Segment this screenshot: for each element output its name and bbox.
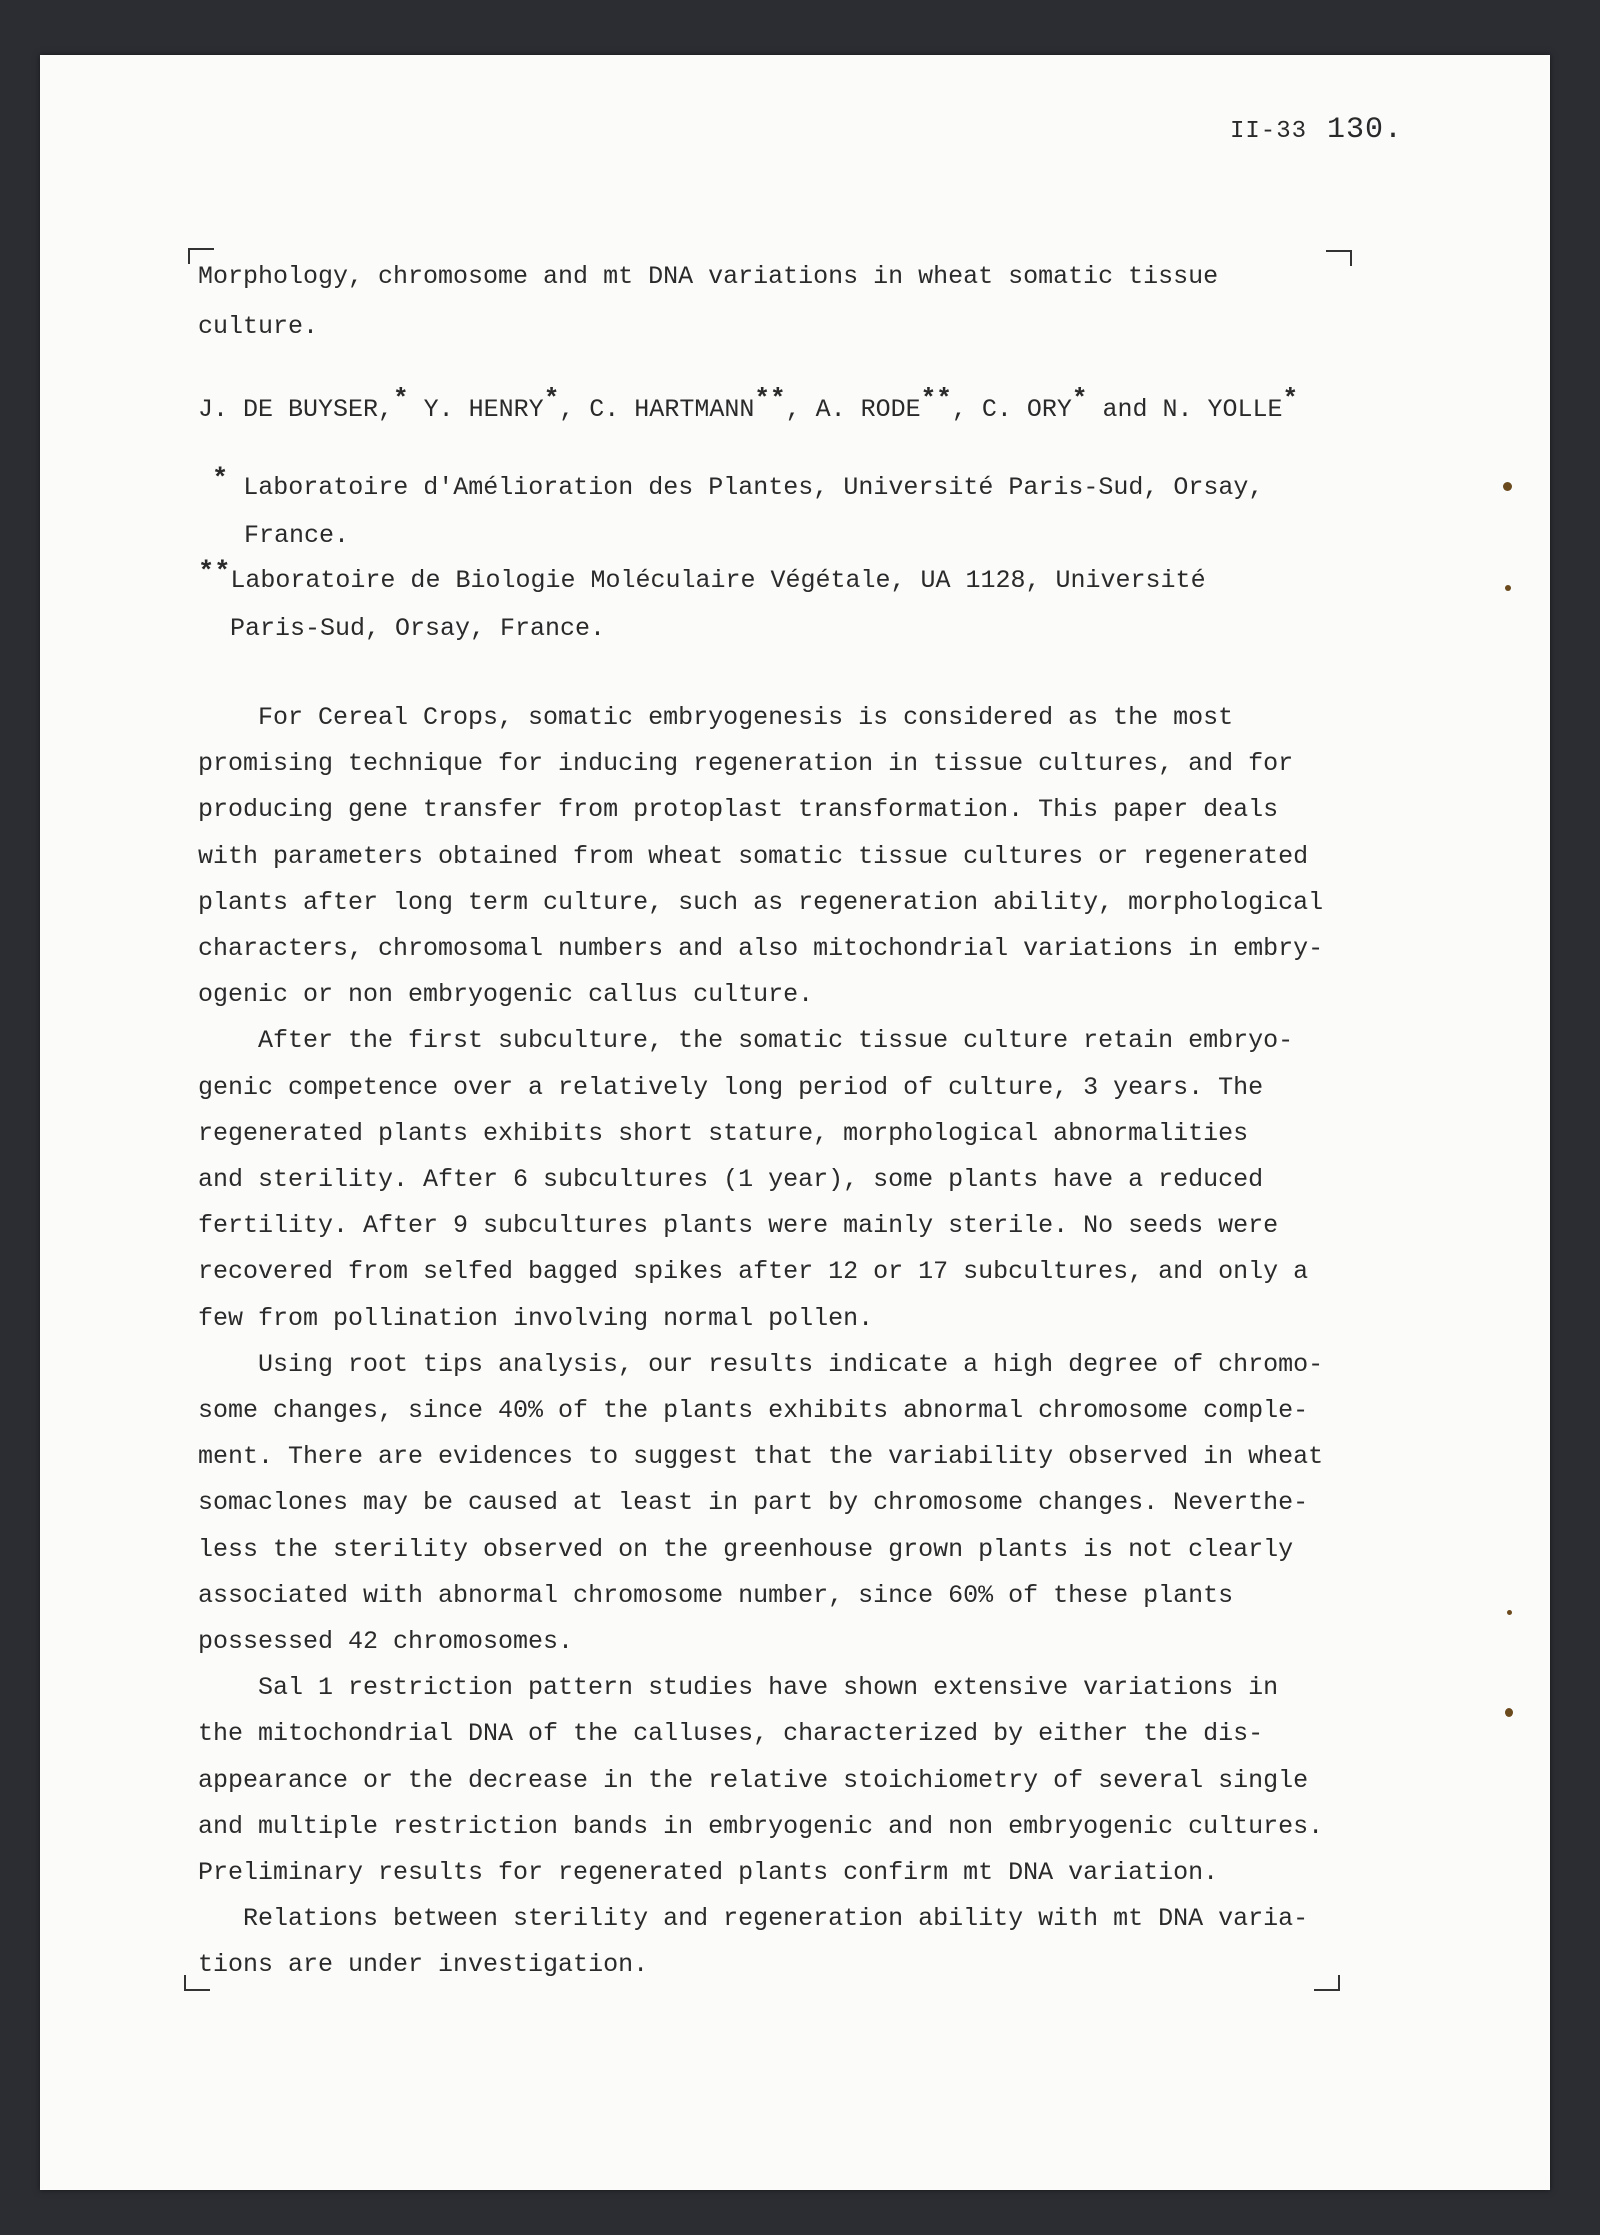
affiliation-mark: **: [198, 558, 231, 588]
text-line: and sterility. After 6 subcultures (1 year), some plants have a reduced: [198, 1165, 1264, 1195]
text-line: less the sterility observed on the greenhouse grown plants is not clearly: [198, 1534, 1294, 1564]
paragraph: [198, 1342, 1348, 1665]
text-line: genic competence over a relatively long period of culture, 3 years. The: [198, 1072, 1264, 1102]
text-line: ment. There are evidences to suggest that the variability observed in wheat: [198, 1442, 1324, 1472]
affiliation-mark: *: [212, 465, 229, 495]
text-line: Sal 1 restriction pattern studies have shown extensive variations in: [258, 1673, 1279, 1703]
text-line: plants after long term culture, such as regeneration ability, morphological: [198, 887, 1324, 917]
author-name: Y. HENRY: [408, 395, 544, 424]
affiliation-line: Laboratoire de Biologie Moléculaire Végétale, UA 1128, Université: [230, 566, 1206, 595]
text-line: Preliminary results for regenerated plants confirm mt DNA variation.: [198, 1858, 1219, 1888]
text-line: somaclones may be caused at least in part by chromosome changes. Neverthe-: [198, 1488, 1309, 1518]
text-line: few from pollination involving normal pollen.: [198, 1303, 874, 1333]
affiliation-mark: *: [1071, 384, 1088, 414]
affiliation-line: France.: [244, 521, 350, 550]
text-line: ogenic or non embryogenic callus culture.: [198, 980, 814, 1010]
affiliation-mark: *: [543, 384, 560, 414]
text-line: producing gene transfer from protoplast transformation. This paper deals: [198, 795, 1279, 825]
title-line: culture.: [198, 312, 319, 341]
text-line: For Cereal Crops, somatic embryogenesis is considered as the most: [258, 703, 1234, 732]
text-line: recovered from selfed bagged spikes after 12 or 17 subcultures, and only a: [198, 1257, 1309, 1287]
paragraph: [198, 1896, 1348, 1988]
text-line: and multiple restriction bands in embryogenic and non embryogenic cultures.: [198, 1811, 1324, 1841]
affiliation-line: Paris-Sud, Orsay, France.: [230, 614, 606, 643]
text-line: After the first subculture, the somatic tissue culture retain embryo-: [258, 1026, 1294, 1056]
page-code: II-33: [1230, 118, 1308, 145]
author-list: [198, 385, 1348, 435]
text-line: some changes, since 40% of the plants exhibits abnormal chromosome comple-: [198, 1396, 1309, 1426]
text-line: promising technique for inducing regeneration in tissue cultures, and for: [198, 749, 1294, 779]
text-line: Using root tips analysis, our results indicate a high degree of chromo-: [258, 1349, 1324, 1379]
paragraph: [198, 695, 1348, 1018]
affiliation-2: [198, 557, 1348, 652]
text-line: tions are under investigation.: [198, 1950, 649, 1980]
paragraph: [198, 1018, 1348, 1341]
page-number: [1230, 113, 1403, 147]
affiliation-mark: **: [754, 384, 786, 414]
author-name: and N. YOLLE: [1087, 395, 1283, 424]
text-line: the mitochondrial DNA of the calluses, characterized by either the dis-: [198, 1719, 1264, 1749]
title-line: Morphology, chromosome and mt DNA variations in wheat somatic tissue: [198, 262, 1219, 291]
text-line: characters, chromosomal numbers and also mitochondrial variations in embry-: [198, 934, 1324, 964]
text-line: possessed 42 chromosomes.: [198, 1627, 574, 1657]
affiliation-mark: **: [920, 384, 952, 414]
affiliation-line: Laboratoire d'Amélioration des Plantes, Université Paris-Sud, Orsay,: [243, 473, 1264, 502]
text-line: with parameters obtained from wheat somatic tissue cultures or regenerated: [198, 841, 1309, 871]
foxing-spot: [1503, 482, 1512, 491]
abstract-body: [198, 695, 1348, 1989]
text-line: associated with abnormal chromosome number, since 60% of these plants: [198, 1580, 1234, 1610]
affiliation-mark: *: [1282, 384, 1299, 414]
text-line: Relations between sterility and regeneration ability with mt DNA varia-: [243, 1904, 1309, 1934]
folio-number: 130.: [1327, 113, 1404, 147]
foxing-spot: [1507, 1610, 1512, 1615]
paragraph: [198, 1665, 1348, 1896]
text-line: regenerated plants exhibits short stature, morphological abnormalities: [198, 1118, 1249, 1148]
foxing-spot: [1505, 585, 1511, 591]
text-line: appearance or the decrease in the relative stoichiometry of several single: [198, 1765, 1309, 1795]
text-line: fertility. After 9 subcultures plants were mainly sterile. No seeds were: [198, 1211, 1279, 1241]
author-name: , A. RODE: [785, 395, 921, 424]
author-name: J. DE BUYSER,: [198, 395, 394, 424]
foxing-spot: [1505, 1708, 1513, 1717]
author-name: , C. HARTMANN: [559, 395, 755, 424]
paper-title: [198, 252, 1338, 352]
author-name: , C. ORY: [951, 395, 1072, 424]
affiliation-mark: *: [393, 384, 409, 414]
affiliation-1: [212, 464, 1362, 559]
